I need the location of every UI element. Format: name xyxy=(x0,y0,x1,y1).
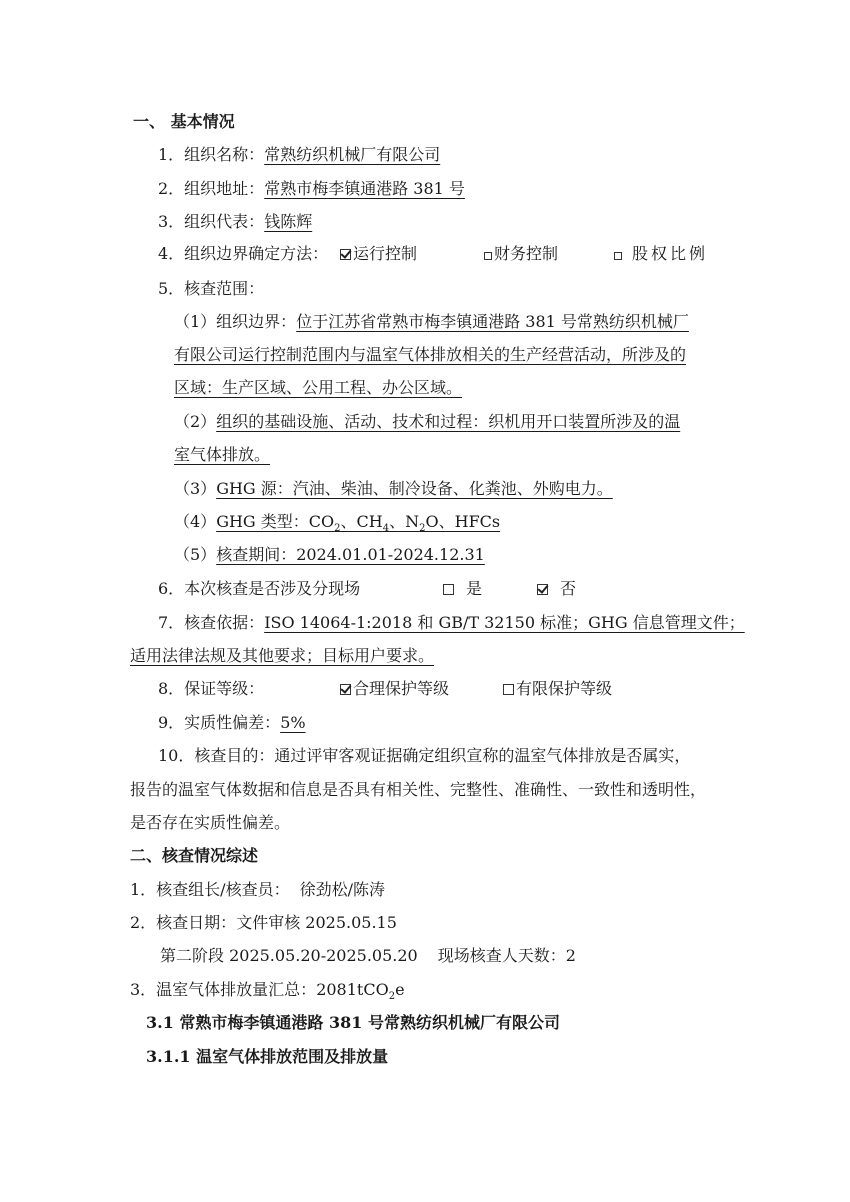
objective-label: 10．核查目的： xyxy=(158,746,275,765)
option-reasonable-assurance[interactable] xyxy=(340,679,449,699)
materiality-label: 9．实质性偏差： xyxy=(158,713,281,732)
org-name-row xyxy=(158,145,440,165)
scope-item1-line2: 有限公司运行控制范围内与温室气体排放相关的生产经营活动，所涉及的 xyxy=(174,345,687,364)
scope-item5 xyxy=(174,545,485,565)
section-title-summary: 二、核查情况综述 xyxy=(130,846,259,865)
checkbox-checked-icon[interactable] xyxy=(340,684,351,695)
org-address-row xyxy=(158,179,465,199)
subheading-3-1-1: 3.1.1 温室气体排放范围及排放量 xyxy=(146,1047,389,1066)
option-site-no[interactable] xyxy=(537,579,576,599)
scope-item1-line1 xyxy=(174,312,689,332)
basis-line1 xyxy=(158,613,745,633)
option-site-yes[interactable] xyxy=(443,579,482,599)
checkbox-empty-icon[interactable] xyxy=(484,252,492,260)
org-rep-row xyxy=(158,212,312,232)
objective-line1 xyxy=(158,746,690,766)
scope-item2-text: 组织的基础设施、活动、技术和过程：织机用开口装置所涉及的温 xyxy=(216,412,681,431)
scope-item1-line3: 区域：生产区域、公用工程、办公区域。 xyxy=(174,378,463,397)
boundary-method-label: 4．组织边界确定方法： xyxy=(158,244,329,263)
option-label: 否 xyxy=(560,579,577,598)
checkbox-empty-icon[interactable] xyxy=(614,252,622,260)
stage2-row xyxy=(160,946,576,966)
option-label: 有限保护等级 xyxy=(516,679,613,698)
checkbox-checked-icon[interactable] xyxy=(340,249,351,260)
option-label: 财务控制 xyxy=(494,244,559,263)
basis-text: ISO 14064-1:2018 和 GB/T 32150 标准；GHG 信息管理文件； xyxy=(264,613,745,632)
leader-row xyxy=(130,880,385,900)
objective-line3: 是否存在实质性偏差。 xyxy=(130,813,291,832)
basis-line2: 适用法律法规及其他要求；目标用户要求。 xyxy=(130,646,435,665)
option-label: 是 xyxy=(466,579,483,598)
date-value: 文件审核 2025.05.15 xyxy=(236,913,397,932)
date-label: 2．核查日期： xyxy=(130,913,237,932)
option-label: 股权比例 xyxy=(632,244,709,263)
scope-item3-prefix: （3） xyxy=(174,479,217,498)
org-name-value: 常熟纺织机械厂有限公司 xyxy=(264,145,441,164)
total-row xyxy=(130,980,405,1007)
org-rep-label: 3．组织代表： xyxy=(158,212,265,231)
scope-item5-text: 核查期间：2024.01.01-2024.12.31 xyxy=(216,545,485,564)
days-label: 现场核查人天数： xyxy=(437,946,566,965)
option-label: 运行控制 xyxy=(353,244,418,263)
stage2-value: 第二阶段 2025.05.20-2025.05.20 xyxy=(160,946,418,965)
objective-text: 通过评审客观证据确定组织宣称的温室气体排放是否属实， xyxy=(274,746,691,765)
section-title-basic: 一、 基本情况 xyxy=(133,112,235,131)
materiality-row xyxy=(158,713,306,733)
option-financial-control[interactable] xyxy=(484,244,558,264)
option-label: 合理保护等级 xyxy=(353,679,450,698)
org-rep-value: 钱陈辉 xyxy=(264,212,313,231)
boundary-method-row xyxy=(158,244,328,264)
leader-value: 徐劲松/陈涛 xyxy=(299,880,385,899)
scope-item1-text: 位于江苏省常熟市梅李镇通港路 381 号常熟纺织机械厂 xyxy=(296,312,689,331)
total-label: 3．温室气体排放量汇总： xyxy=(130,980,317,999)
scope-item2-line1 xyxy=(174,412,680,432)
checkbox-empty-icon[interactable] xyxy=(443,584,454,595)
days-value: 2 xyxy=(565,946,576,965)
basis-label: 7．核查依据： xyxy=(158,613,265,632)
scope-item3-text: GHG 源：汽油、柴油、制冷设备、化粪池、外购电力。 xyxy=(216,479,613,498)
scope-item1-prefix: （1）组织边界： xyxy=(174,312,297,331)
leader-label: 1．核查组长/核查员： xyxy=(130,880,290,899)
org-address-value: 常熟市梅李镇通港路 381 号 xyxy=(264,179,465,198)
option-equity-share[interactable] xyxy=(614,244,708,264)
date-row xyxy=(130,913,397,933)
scope-item2-line2: 室气体排放。 xyxy=(174,445,271,464)
scope-item5-prefix: （5） xyxy=(174,545,217,564)
assurance-label: 8．保证等级： xyxy=(158,679,265,698)
option-operational-control[interactable] xyxy=(340,244,417,264)
checkbox-checked-icon[interactable] xyxy=(537,584,548,595)
scope-item4-prefix: （4） xyxy=(174,512,217,531)
objective-line2: 报告的温室气体数据和信息是否具有相关性、完整性、准确性、一致性和透明性， xyxy=(130,780,707,799)
org-name-label: 1．组织名称： xyxy=(158,145,265,164)
scope-item4 xyxy=(174,512,500,539)
option-limited-assurance[interactable] xyxy=(503,679,612,699)
checkbox-empty-icon[interactable] xyxy=(503,684,514,695)
materiality-value: 5% xyxy=(280,713,306,732)
subheading-3-1: 3.1 常熟市梅李镇通港路 381 号常熟纺织机械厂有限公司 xyxy=(146,1013,560,1032)
scope-item2-prefix: （2） xyxy=(174,412,217,431)
scope-item4-text: GHG 类型：$CO_2$、$CH_4$、$N_2O$、HFCs xyxy=(216,512,501,535)
org-address-label: 2．组织地址： xyxy=(158,179,265,198)
total-value: 2081tCO$_2$e xyxy=(316,980,405,1003)
scope-label: 5．核查范围： xyxy=(158,279,265,298)
site-visit-label: 6．本次核查是否涉及分现场 xyxy=(158,579,361,598)
scope-item3 xyxy=(174,479,613,499)
